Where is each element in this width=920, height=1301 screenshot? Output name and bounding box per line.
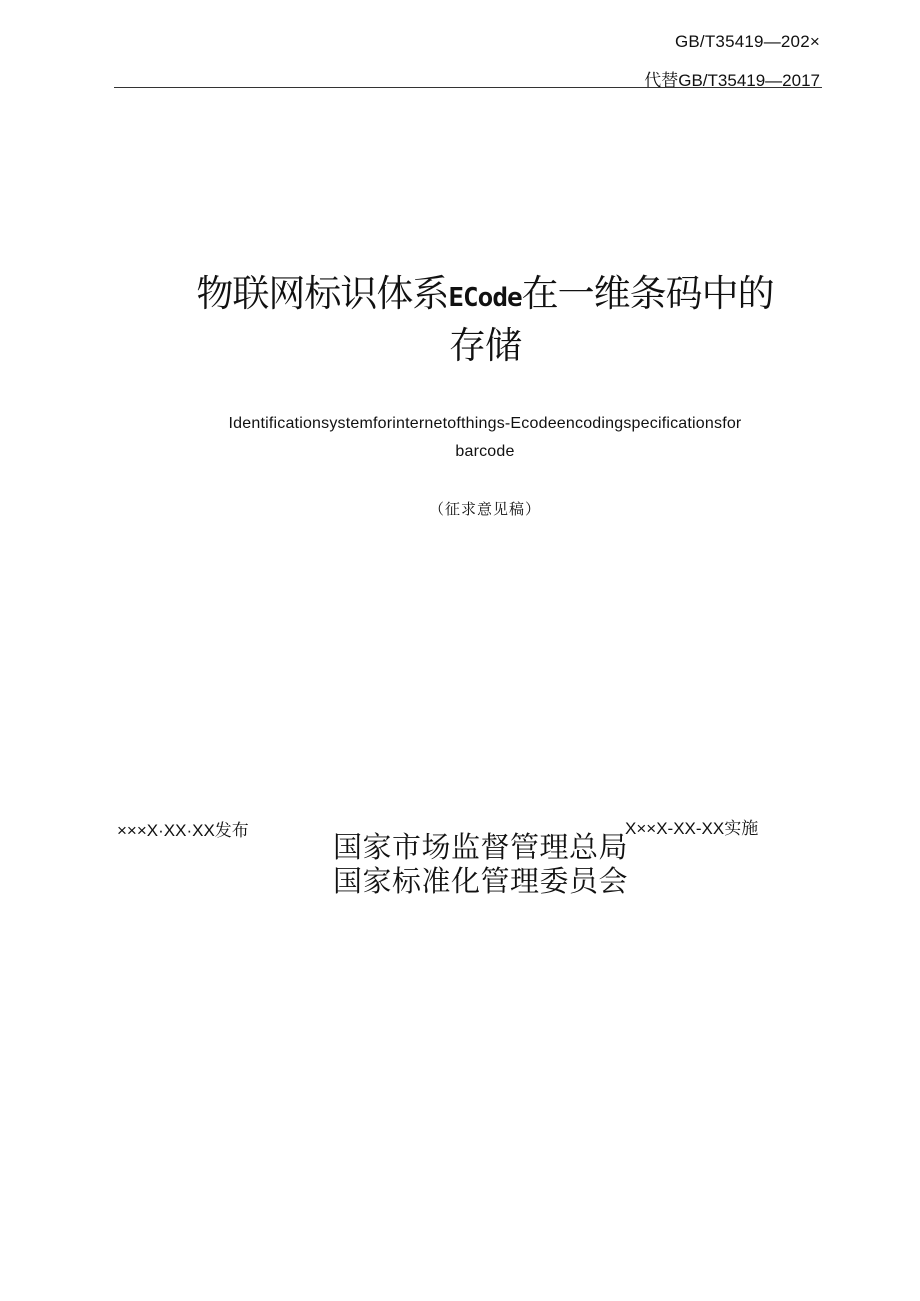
chinese-title [110,270,860,370]
issuer-line-1: 国家市场监督管理总局 [333,830,629,864]
draft-note: （征求意见稿） [428,500,541,518]
title-part-1: 物联网标识体系 [196,272,449,315]
title-part-2: 在一维条码中的 [521,272,774,315]
chinese-title-line-1 [110,270,860,322]
english-title-line-1: Identificationsystemforinternetofthings-Ecodeencodingspecificationsfor [228,415,742,432]
chinese-title-line-2: 存储 [449,324,521,367]
replaces-standard: 代替GB/T35419—2017 [644,71,820,90]
english-title [150,410,820,466]
publish-date: ×××X·XX·XX发布 [117,821,249,840]
implement-date: X××X-XX-XX实施 [625,819,759,838]
header-divider [114,87,822,88]
issuing-authorities [333,830,628,898]
standard-number: GB/T35419—202× [674,32,820,51]
issuer-line-2: 国家标准化管理委员会 [333,864,629,898]
title-ecode: ECode [448,283,522,313]
english-title-line-2: barcode [455,443,515,460]
